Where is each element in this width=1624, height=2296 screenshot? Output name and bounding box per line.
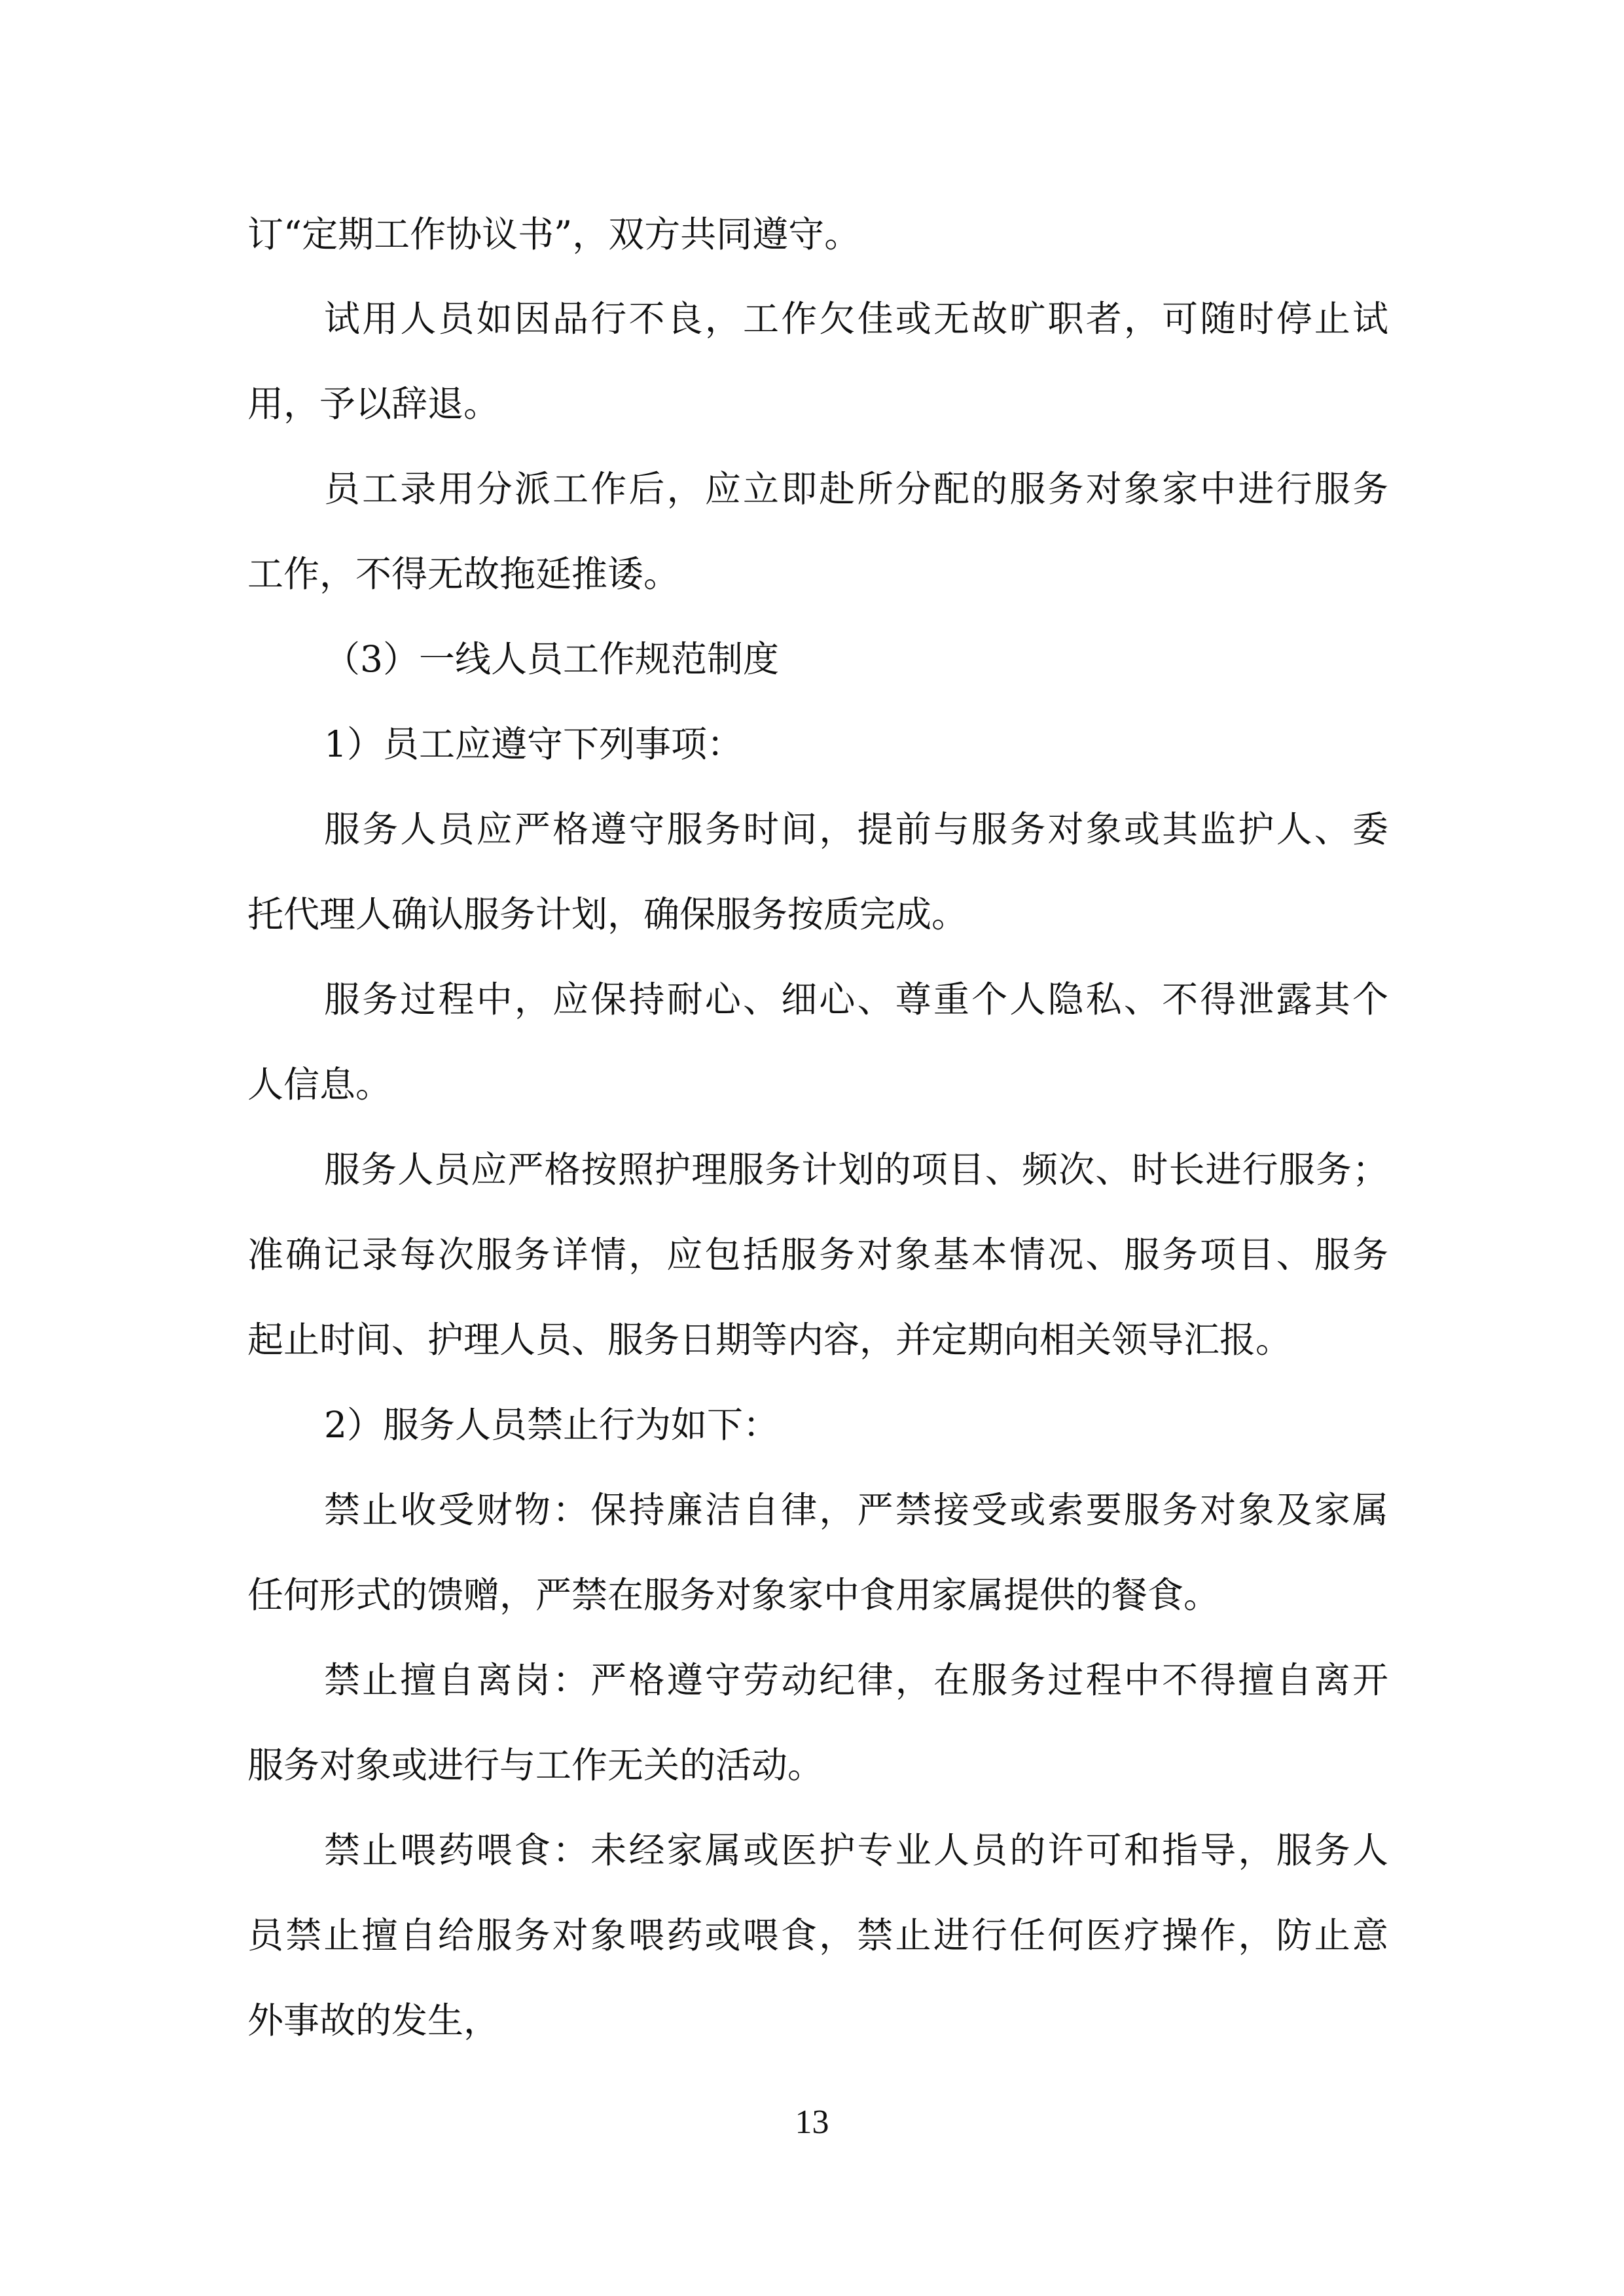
subsection-heading: 2）服务人员禁止行为如下： [324,1404,779,1446]
body-text-line: 人信息。 [247,1064,392,1105]
body-text-line: 禁止收受财物：保持廉洁自律，严禁接受或索要服务对象及家属 [324,1489,1388,1531]
body-text-line: 服务对象或进行与工作无关的活动。 [247,1744,824,1786]
body-text-line: 订“定期工作协议书”，双方共同遵守。 [247,213,861,255]
body-text-line: 服务人员应严格按照护理服务计划的项目、频次、时长进行服务； [324,1149,1388,1191]
body-text-line: 用，予以辞退。 [247,383,500,425]
body-text-line: 员工录用分派工作后，应立即赴所分配的服务对象家中进行服务 [324,468,1388,510]
body-text-line: 禁止喂药喂食：未经家属或医护专业人员的许可和指导，服务人 [324,1829,1388,1871]
section-heading: （3）一线人员工作规范制度 [324,638,779,680]
body-text-line: 服务人员应严格遵守服务时间，提前与服务对象或其监护人、委 [324,808,1388,850]
body-text-line: 准确记录每次服务详情，应包括服务对象基本情况、服务项目、服务 [247,1234,1388,1276]
body-text-line: 外事故的发生， [247,2000,500,2041]
body-text-line: 服务过程中，应保持耐心、细心、尊重个人隐私、不得泄露其个 [324,978,1388,1020]
body-text-line: 禁止擅自离岗：严格遵守劳动纪律，在服务过程中不得擅自离开 [324,1659,1388,1701]
page-number: 13 [795,2104,829,2141]
body-text-line: 员禁止擅自给服务对象喂药或喂食，禁止进行任何医疗操作，防止意 [247,1914,1388,1956]
subsection-heading: 1）员工应遵守下列事项： [324,723,743,765]
body-text-line: 托代理人确认服务计划，确保服务按质完成。 [247,893,968,935]
body-text-line: 试用人员如因品行不良，工作欠佳或无故旷职者，可随时停止试 [324,298,1388,340]
body-text-line: 工作，不得无故拖延推诿。 [247,553,680,595]
body-text-line: 起止时间、护理人员、服务日期等内容，并定期向相关领导汇报。 [247,1319,1292,1361]
body-text-line: 任何形式的馈赠，严禁在服务对象家中食用家属提供的餐食。 [247,1574,1220,1616]
